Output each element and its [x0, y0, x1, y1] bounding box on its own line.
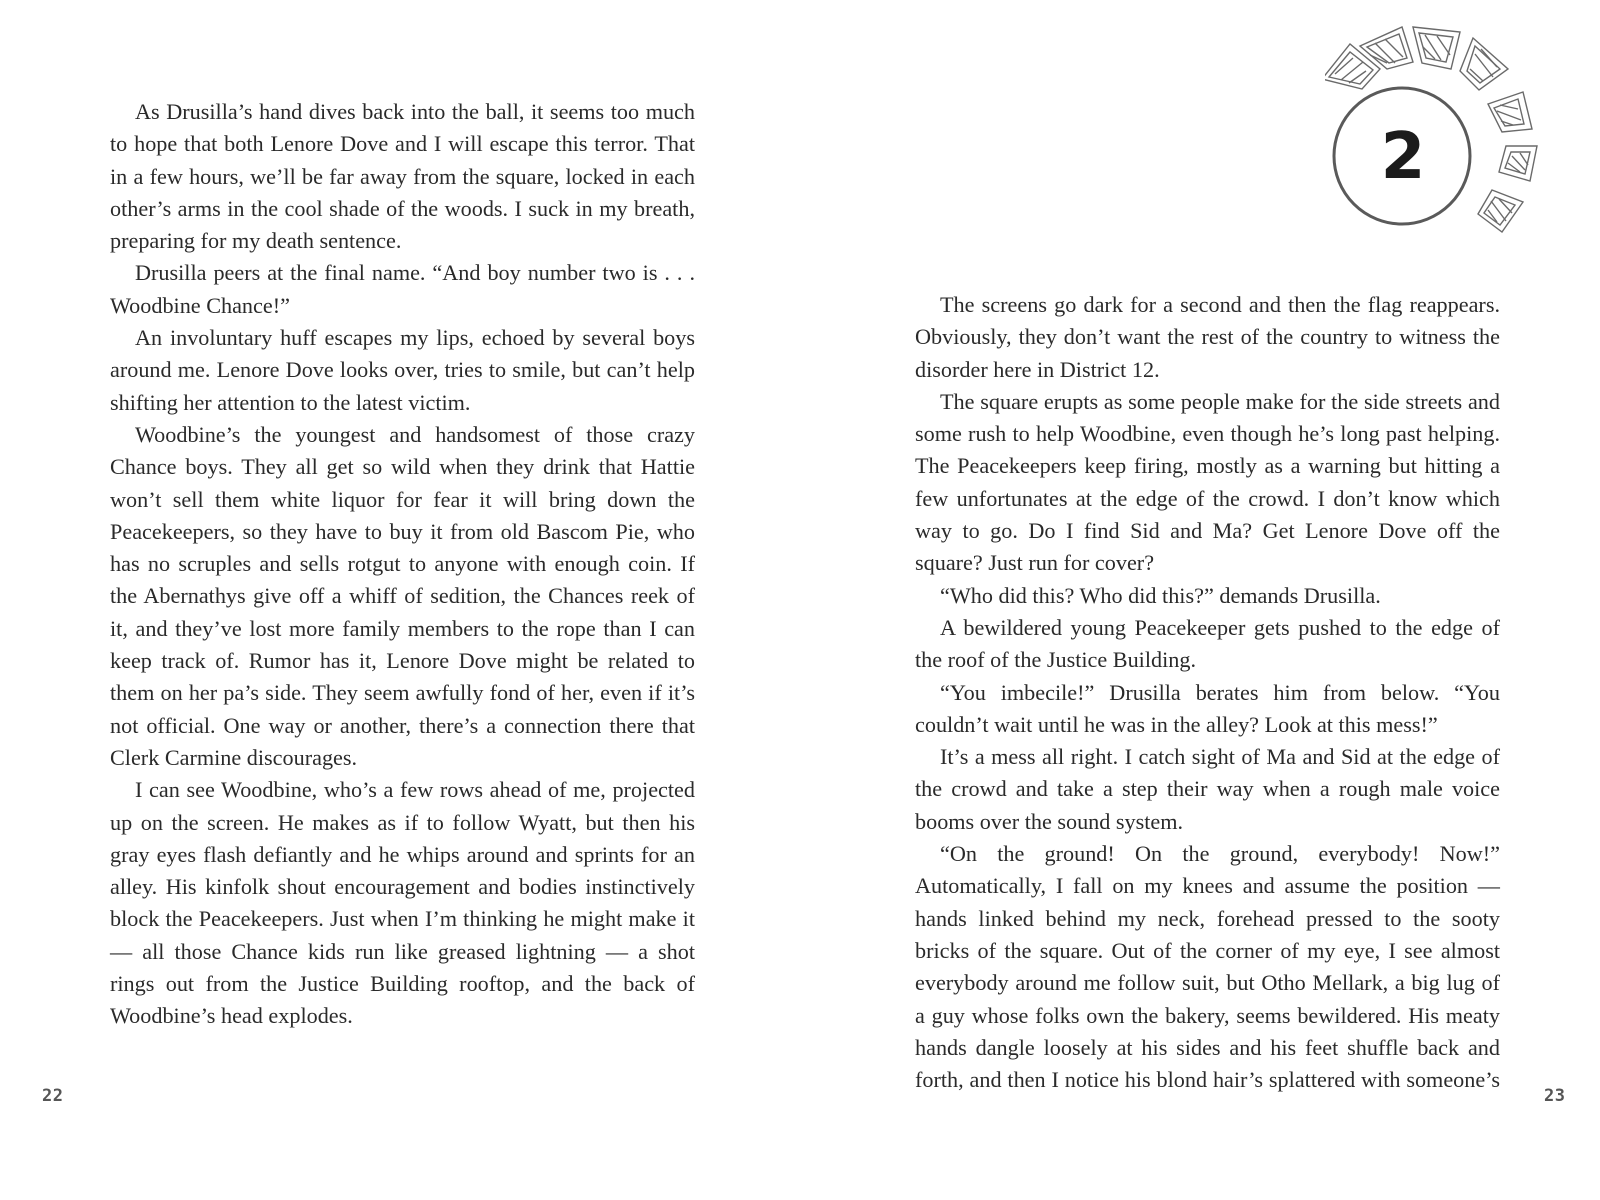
paragraph: Drusilla peers at the final name. “And boy number two is . . . Woodbine Chance!” — [110, 260, 695, 318]
paragraph: An involuntary huff escapes my lips, echoed by several boys around me. Lenore Dove looks over, tries to smile, but can’t help shifting her attention to the latest victim. — [110, 325, 695, 415]
page-number-left: 22 — [42, 1086, 64, 1106]
paragraph: The square erupts as some people make for the side streets and some rush to help Woodbine, even though he’s long past helping. The Peacekeepers keep firing, mostly as a warning but hitting a few unfortunates at the edge of the crowd. I don’t know which way to go. Do I find Sid and Ma? Get Lenore Dove off the square? Just run for cover? — [915, 388, 1500, 576]
paragraph: A bewildered young Peacekeeper gets pushed to the edge of the roof of the Justice Building. — [915, 614, 1500, 673]
paragraph: “Who did this? Who did this?” demands Drusilla. — [940, 582, 1381, 608]
right-page — [800, 0, 1600, 1200]
paragraph: “On the ground! On the ground, everybody! Now!” Automatically, I fall on my knees and assume the position — hands linked behind my neck, forehead pressed to the sooty bricks of the square. Out of the corner of my eye, I see almost everybody around me follow suit, but Otho Mellark, a big lug of a guy whose folks own the bakery, seems bewildered. His meaty hands dangle loosely at his sides and his feet shuffle back and forth, and then I notice his blond hair’s splattered with someone’s — [915, 841, 1500, 1093]
paragraph: As Drusilla’s hand dives back into the ball, it seems too much to hope that both Lenore Dove and I will escape this terror. That in a few hours, we’ll be far away from the square, locked in each other’s arms in the cool shade of the woods. I suck in my breath, preparing for my death sentence. — [110, 99, 695, 254]
chapter-number: 2 — [1380, 120, 1426, 194]
paragraph: “You imbecile!” Drusilla berates him from below. “You couldn’t wait until he was in the alley? Look at this mess!” — [915, 679, 1500, 737]
right-page-text — [915, 289, 1500, 1096]
paragraph: It’s a mess all right. I catch sight of Ma and Sid at the edge of the crowd and take a step their way when a rough male voice booms over the sound system. — [915, 744, 1500, 834]
page-number-right: 23 — [1544, 1086, 1566, 1106]
left-page-text — [110, 96, 695, 1033]
paragraph: The screens go dark for a second and then the flag reappears. Obviously, they don’t want the rest of the country to witness the disorder here in District 12. — [915, 292, 1500, 382]
paragraph: Woodbine’s the youngest and handsomest of those crazy Chance boys. They all get so wild when they drink that Hattie won’t sell them white liquor for fear it will bring down the Peacekeepers, so they have to buy it from old Bascom Pie, who has no scruples and sells rotgut to anyone with enough coin. If the Abernathys give off a whiff of sedition, the Chances reek of it, and they’ve lost more family members to the rope than I can keep track of. Rumor has it, Lenore Dove might be related to them on her pa’s side. They seem awfully fond of her, even if it’s not official. One way or another, there’s a connection there that Clerk Carmine discourages. — [110, 421, 695, 770]
chapter-ring-emblem-icon — [1325, 25, 1565, 245]
paragraph: I can see Woodbine, who’s a few rows ahead of me, projected up on the screen. He makes as if to follow Wyatt, but then his gray eyes flash defiantly and he whips around and sprints for an alley. His kinfolk shout encouragement and bodies instinctively block the Peacekeepers. Just when I’m thinking he might make it — all those Chance kids run like greased lightning — a shot rings out from the Justice Building rooftop, and the back of Woodbine’s head explodes. — [110, 777, 695, 1029]
